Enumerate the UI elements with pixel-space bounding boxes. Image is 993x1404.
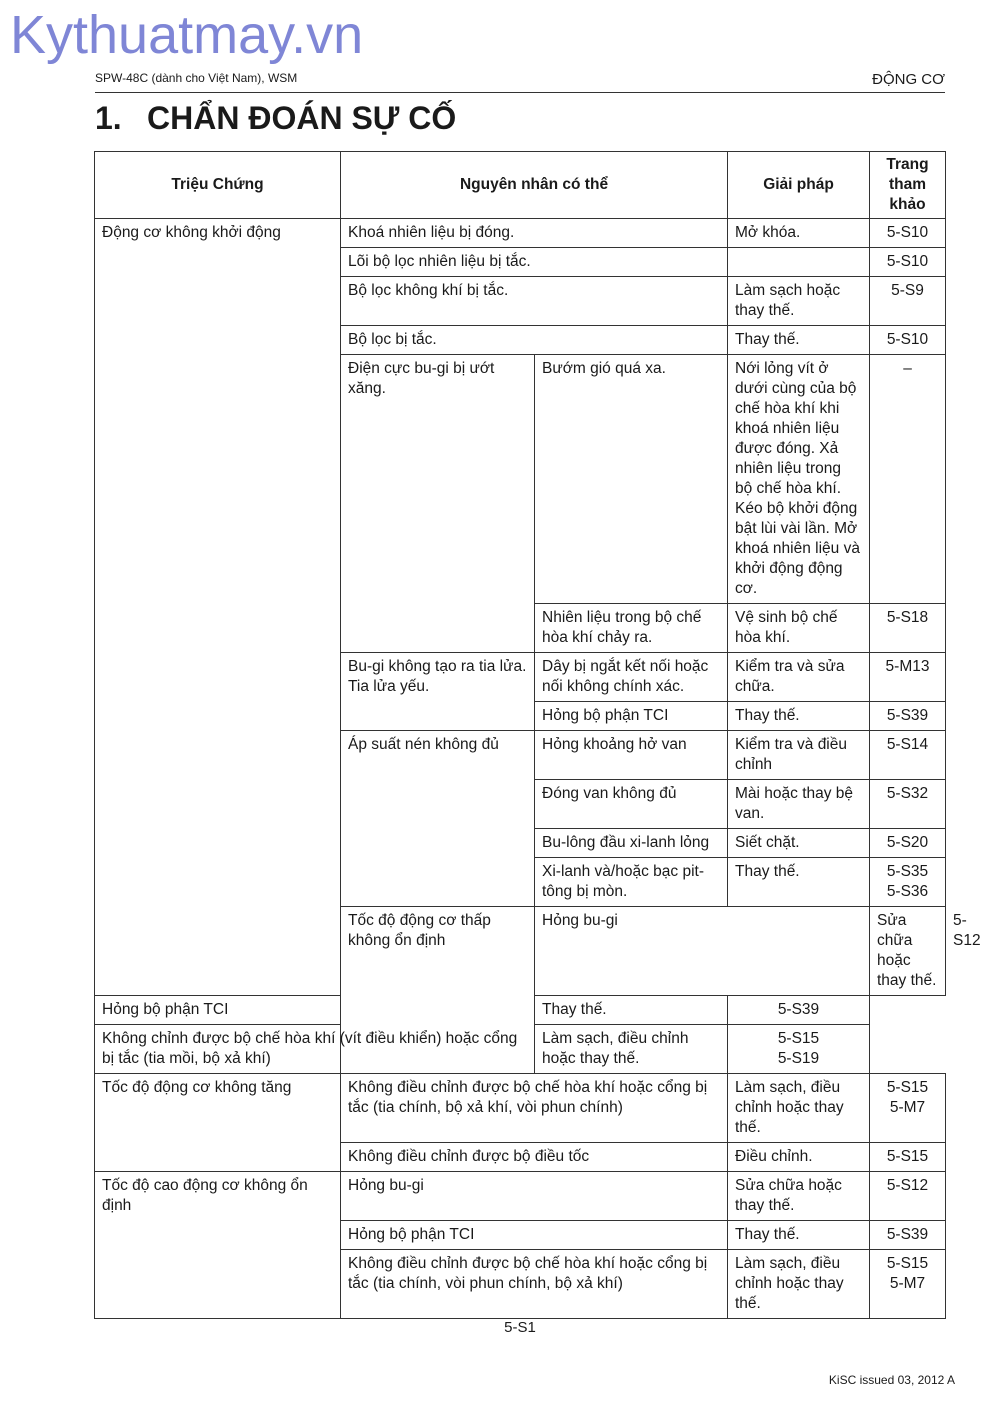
cause-cell: Hỏng bộ phận TCI (341, 1221, 728, 1250)
ref-cell: 5-S18 (870, 604, 946, 653)
ref-line: 5-S15 (886, 1255, 929, 1272)
cause-cell: Hỏng bu-gi (535, 907, 870, 996)
ref-cell: 5-S10 (870, 326, 946, 355)
page-number: 5-S1 (504, 1319, 536, 1336)
section-header: ĐỘNG CƠ (872, 71, 945, 88)
detail-cell: Dây bị ngắt kết nối hoặc nối không chính xác. (535, 653, 728, 702)
ref-cell: 5-S14 (870, 731, 946, 780)
cause-cell: Không điều chỉnh được bộ chế hòa khí hoặc cổng bị tắc (tia chính, bộ xả khí, vòi phun chính) (341, 1074, 728, 1143)
detail-cell: Nhiên liệu trong bộ chế hòa khí chảy ra. (535, 604, 728, 653)
solution-cell: Điều chỉnh. (728, 1143, 870, 1172)
solution-cell (728, 248, 870, 277)
solution-cell: Làm sạch, điều chỉnh hoặc thay thế. (535, 1025, 728, 1074)
table-row (95, 1172, 946, 1221)
ref-cell: 5-S9 (870, 277, 946, 326)
ref-line: 5-S35 (886, 863, 929, 880)
solution-cell: Vệ sinh bộ chế hòa khí. (728, 604, 870, 653)
issue-footer: KiSC issued 03, 2012 A (828, 1373, 955, 1387)
detail-cell: Hỏng bộ phận TCI (535, 702, 728, 731)
solution-cell: Mở khóa. (728, 219, 870, 248)
solution-cell: Làm sạch, điều chỉnh hoặc thay thế. (728, 1074, 870, 1143)
ref-cell (870, 1074, 946, 1143)
ref-cell (870, 858, 946, 907)
ref-cell: 5-S10 (870, 219, 946, 248)
cause-cell: Khoá nhiên liệu bị đóng. (341, 219, 728, 248)
ref-line: 5-M7 (889, 1099, 926, 1116)
title-number: 1. (95, 100, 122, 136)
table-row (95, 219, 946, 248)
solution-cell: Làm sạch hoặc thay thế. (728, 277, 870, 326)
table-row (95, 1074, 946, 1143)
symptom-cell: Động cơ không khởi động (95, 219, 341, 996)
troubleshooting-table (94, 151, 981, 1319)
solution-cell: Kiểm tra và sửa chữa. (728, 653, 870, 702)
solution-cell: Siết chặt. (728, 829, 870, 858)
ref-cell (728, 1025, 870, 1074)
cause-cell: Bu-gi không tạo ra tia lửa. Tia lửa yếu. (341, 653, 535, 731)
detail-cell: Xi-lanh và/hoặc bạc pit-tông bị mòn. (535, 858, 728, 907)
table-row: Tốc độ động cơ thấp không ổn định Hỏng bu-gi Sửa chữa hoặc thay thế. 5-S12 (95, 907, 946, 996)
solution-cell: Thay thế. (728, 702, 870, 731)
solution-cell: Mài hoặc thay bệ van. (728, 780, 870, 829)
cause-cell: Hỏng bộ phận TCI (95, 996, 535, 1025)
symptom-cell: Tốc độ động cơ thấp không ổn định (341, 907, 535, 1074)
table-row (95, 996, 946, 1025)
detail-cell: Hỏng khoảng hở van (535, 731, 728, 780)
page-title (95, 98, 456, 138)
solution-cell: Nới lỏng vít ở dưới cùng của bộ chế hòa khí khi khoá nhiên liệu được đóng. Xả nhiên liệu trong bộ chế hòa khí. Kéo bộ khởi động bật lùi vài lần. Mở khoá nhiên liệu và khởi động động cơ. (728, 355, 870, 604)
symptom-cell: Tốc độ cao động cơ không ổn định (95, 1172, 341, 1319)
symptom-cell: Tốc độ động cơ không tăng (95, 1074, 341, 1172)
ref-line: 5-S19 (777, 1050, 820, 1067)
solution-cell: Sửa chữa hoặc thay thế. (870, 907, 946, 996)
ref-line: 5-S36 (886, 883, 929, 900)
detail-cell: Bu-lông đầu xi-lanh lỏng (535, 829, 728, 858)
cause-cell: Lõi bộ lọc nhiên liệu bị tắc. (341, 248, 728, 277)
ref-cell: 5-S20 (870, 829, 946, 858)
ref-line: 5-M7 (889, 1275, 926, 1292)
ref-cell: 5-S39 (870, 702, 946, 731)
solution-cell: Thay thế. (728, 858, 870, 907)
header-symptom: Triệu Chứng (95, 152, 341, 219)
header-divider (95, 92, 945, 93)
detail-cell: Bướm gió quá xa. (535, 355, 728, 604)
cause-cell: Không điều chỉnh được bộ điều tốc (341, 1143, 728, 1172)
header-cause: Nguyên nhân có thể (341, 152, 728, 219)
header-solution: Giải pháp (728, 152, 870, 219)
ref-cell: – (870, 355, 946, 604)
table-header-row (95, 152, 946, 219)
ref-cell (870, 1250, 946, 1319)
ref-cell: 5-S10 (870, 248, 946, 277)
cause-cell: Điện cực bu-gi bị ướt xăng. (341, 355, 535, 653)
cause-cell: Áp suất nén không đủ (341, 731, 535, 907)
ref-cell: 5-S39 (870, 1221, 946, 1250)
watermark: Kythuatmay.vn (10, 5, 364, 65)
ref-line: 5-S15 (777, 1030, 820, 1047)
solution-cell: Làm sạch, điều chỉnh hoặc thay thế. (728, 1250, 870, 1319)
solution-cell: Thay thế. (728, 326, 870, 355)
title-text: CHẨN ĐOÁN SỰ CỐ (147, 100, 457, 136)
solution-cell: Kiểm tra và điều chỉnh (728, 731, 870, 780)
solution-cell: Thay thế. (728, 1221, 870, 1250)
ref-cell: 5-S32 (870, 780, 946, 829)
ref-cell: 5-S15 (870, 1143, 946, 1172)
ref-cell: 5-M13 (870, 653, 946, 702)
cause-cell: Hỏng bu-gi (341, 1172, 728, 1221)
ref-cell: 5-S39 (728, 996, 870, 1025)
ref-cell: 5-S12 (870, 1172, 946, 1221)
cause-cell: Không chỉnh được bộ chế hòa khí (vít điều khiển) hoặc cổng bị tắc (tia mồi, bộ xả khí) (95, 1025, 535, 1074)
header-ref: Trang tham khảo (870, 152, 946, 219)
cause-cell: Không điều chỉnh được bộ chế hòa khí hoặc cổng bị tắc (tia chính, vòi phun chính, bộ xả khí) (341, 1250, 728, 1319)
doc-model-header: SPW-48C (dành cho Việt Nam), WSM (95, 71, 298, 85)
detail-cell: Đóng van không đủ (535, 780, 728, 829)
table-row (95, 1025, 946, 1074)
cause-cell: Bộ lọc bị tắc. (341, 326, 728, 355)
ref-line: 5-S15 (886, 1079, 929, 1096)
cause-cell: Bộ lọc không khí bị tắc. (341, 277, 728, 326)
solution-cell: Sửa chữa hoặc thay thế. (728, 1172, 870, 1221)
solution-cell: Thay thế. (535, 996, 728, 1025)
